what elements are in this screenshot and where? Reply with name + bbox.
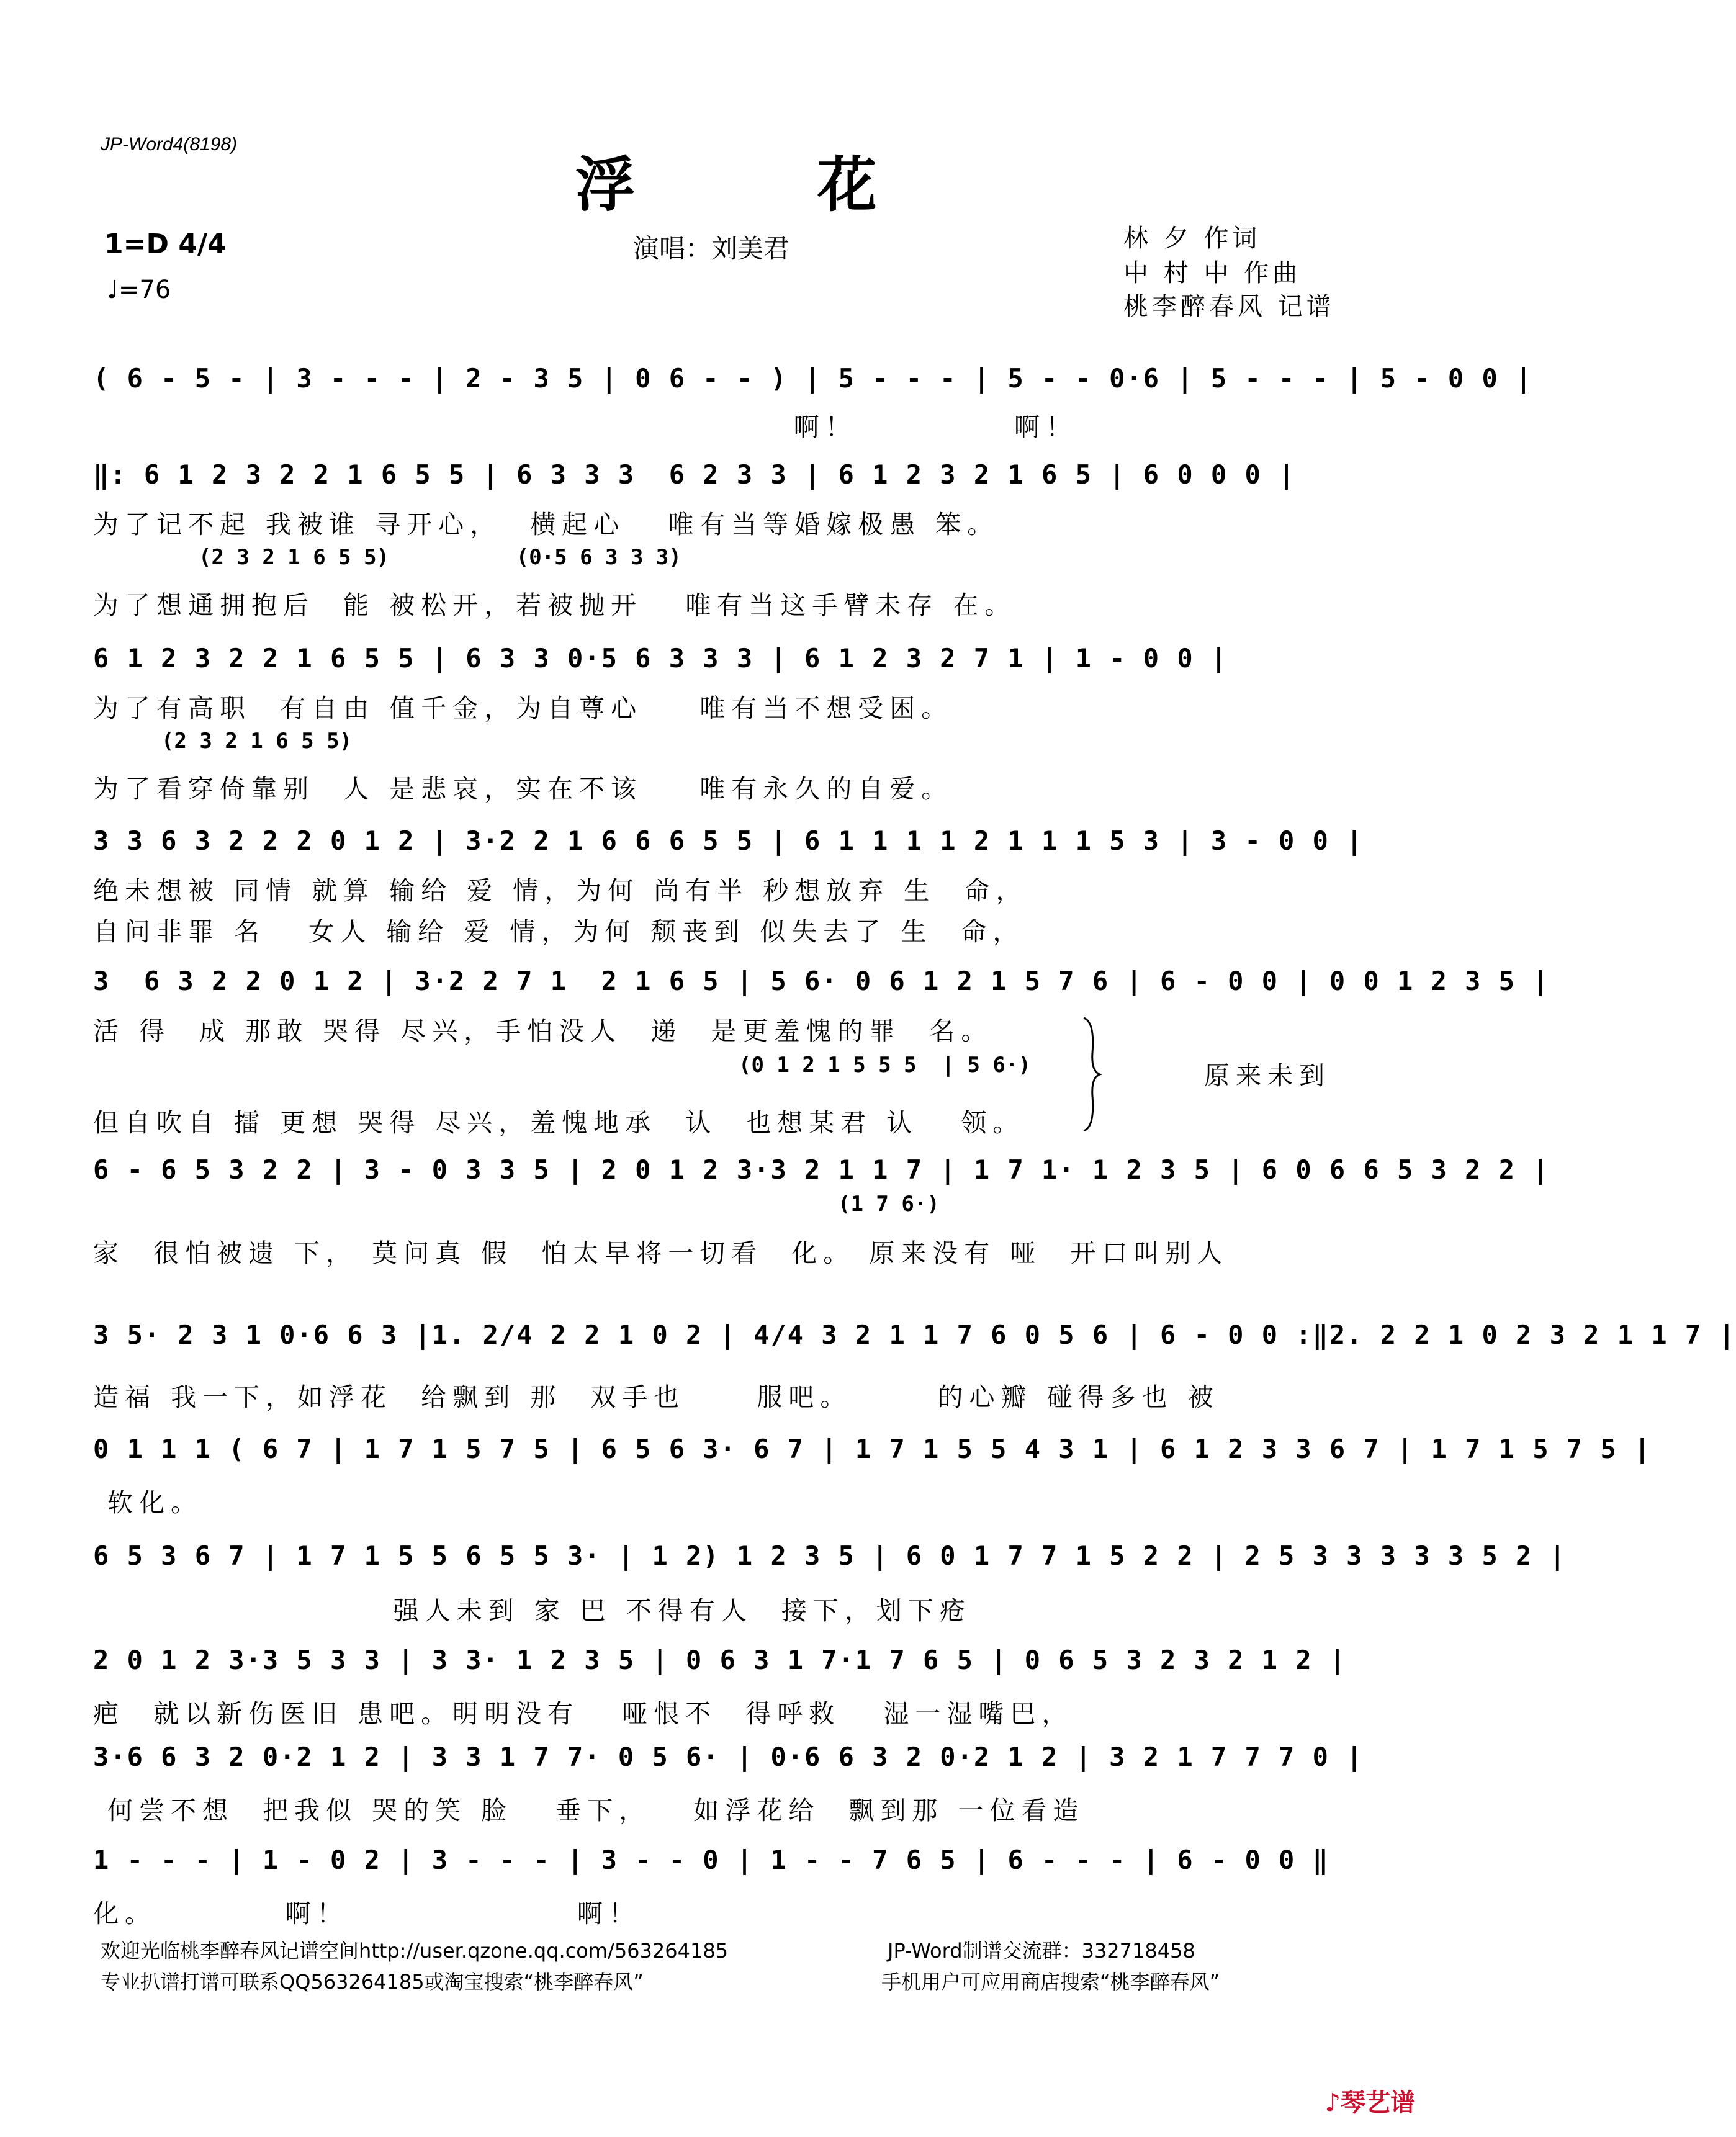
lyric-line: 造福 我一下，如浮花 给飘到 那 双手也 服吧。 的心瓣 碰得多也 被 xyxy=(93,1382,1220,1412)
side-lyric: 原来未到 xyxy=(1204,1061,1331,1091)
notation-line: 2 0 1 2 3·3 5 3 3 | 3 3· 1 2 3 5 | 0 6 3 1 7·1 7 6 5 | 0 6 5 3 2 3 2 1 2 | xyxy=(93,1645,1347,1675)
software-label: JP-Word4(8198) xyxy=(101,134,238,155)
harmony-notes: (2 3 2 1 6 5 5) xyxy=(161,729,353,754)
notation-line: 6 - 6 5 3 2 2 | 3 - 0 3 3 5 | 2 0 1 2 3·3 2 1 1 7 | 1 7 1· 1 2 3 5 | 6 0 6 6 5 3 2 2 | xyxy=(93,1154,1550,1185)
notation-line: 3·6 6 3 2 0·2 1 2 | 3 3 1 7 7· 0 5 6· | 0·6 6 3 2 0·2 1 2 | 3 2 1 7 7 7 0 | xyxy=(93,1742,1364,1772)
notation-line: 3 5· 2 3 1 0·6 6 3 |1. 2/4 2 2 1 0 2 | 4/4 3 2 1 1 7 6 0 5 6 | 6 - 0 0 :‖2. 2 2 1 0 2 3 2 1 1 7 | xyxy=(93,1320,1736,1350)
lyric-line: 何尝不想 把我似 哭的笑 脸 垂下， 如浮花给 飘到那 一位看造 xyxy=(93,1796,1085,1825)
notation-line: 1 - - - | 1 - 0 2 | 3 - - - | 3 - - 0 | 1 - - 7 6 5 | 6 - - - | 6 - 0 0 ‖ xyxy=(93,1845,1329,1875)
lyric-line: 家 很怕被遗 下， 莫问真 假 怕太早将一切看 化。 原来没有 哑 开口叫别人 xyxy=(93,1238,1229,1268)
footer-line-2-left: 专业扒谱打谱可联系QQ563264185或淘宝搜索“桃李醉春风” xyxy=(101,1970,644,1994)
footer-line-1-right: JP-Word制谱交流群：332718458 xyxy=(888,1939,1195,1963)
footer-line-2-right: 手机用户可应用商店搜索“桃李醉春风” xyxy=(881,1970,1220,1994)
lyric-line: 强人未到 家 巴 不得有人 接下，划下疮 xyxy=(93,1596,971,1626)
notation-line: 3 3 6 3 2 2 2 0 1 2 | 3·2 2 1 6 6 6 5 5 | 6 1 1 1 1 2 1 1 1 5 3 | 3 - 0 0 | xyxy=(93,826,1364,856)
harmony-notes: (1 7 6·) xyxy=(838,1192,940,1217)
watermark-logo: ♪琴艺谱 xyxy=(1324,2089,1415,2117)
lyric-line: 为了有高职 有自由 值千金，为自尊心 唯有当不想受困。 xyxy=(93,693,953,723)
lyricist-credit: 林 夕 作词 xyxy=(1123,224,1261,253)
notation-line: ( 6 - 5 - | 3 - - - | 2 - 3 5 | 0 6 - - ) | 5 - - - | 5 - - 0·6 | 5 - - - | 5 - 0 0 | xyxy=(93,363,1533,394)
tempo-marking: ♩=76 xyxy=(107,276,171,304)
brace-icon xyxy=(1079,1015,1104,1133)
transcriber-credit: 桃李醉春风 记谱 xyxy=(1123,292,1335,321)
lyric-line: 绝未想被 同情 就算 输给 爱 情，为何 尚有半 秒想放弃 生 命， xyxy=(93,876,1028,906)
lyric-line: 为了看穿倚靠别 人 是悲哀，实在不该 唯有永久的自爱。 xyxy=(93,774,953,804)
composer-credit: 中 村 中 作曲 xyxy=(1123,259,1302,287)
lyric-line: 啊！ 啊！ xyxy=(93,412,1077,442)
lyric-line: 但自吹自 擂 更想 哭得 尽兴，羞愧地承 认 也想某君 认 领。 xyxy=(93,1108,1025,1138)
lyric-line: 为了记不起 我被谁 寻开心， 横起心 唯有当等婚嫁极愚 笨。 xyxy=(93,510,999,539)
lyric-line: 化。 啊！ 啊！ xyxy=(93,1899,641,1928)
notation-line: 6 5 3 6 7 | 1 7 1 5 5 6 5 5 3· | 1 2) 1 2 3 5 | 6 0 1 7 7 1 5 2 2 | 2 5 3 3 3 3 3 5 2 | xyxy=(93,1541,1567,1571)
key-signature: 1=D 4/4 xyxy=(104,228,227,260)
song-title: 浮 花 xyxy=(575,150,958,220)
footer-line-1-left: 欢迎光临桃李醉春风记谱空间http://user.qzone.qq.com/563264185 xyxy=(101,1939,729,1963)
lyric-line: 为了想通拥抱后 能 被松开，若被抛开 唯有当这手臂未存 在。 xyxy=(93,590,1017,620)
lyric-line: 软化。 xyxy=(93,1488,203,1518)
notation-line: 3 6 3 2 2 0 1 2 | 3·2 2 7 1 2 1 6 5 | 5 6· 0 6 1 2 1 5 7 6 | 6 - 0 0 | 0 0 1 2 3 5 | xyxy=(93,966,1550,996)
harmony-notes: (0 1 2 1 5 5 5 | 5 6·) xyxy=(739,1053,1031,1077)
singer-credit: 演唱：刘美君 xyxy=(633,233,790,264)
lyric-line: 自问非罪 名 女人 输给 爱 情，为何 颓丧到 似失去了 生 命， xyxy=(93,917,1025,947)
notation-line: 6 1 2 3 2 2 1 6 5 5 | 6 3 3 0·5 6 3 3 3 | 6 1 2 3 2 7 1 | 1 - 0 0 | xyxy=(93,643,1228,673)
lyric-line: 疤 就以新伤医旧 患吧。明明没有 哑恨不 得呼救 湿一湿嘴巴， xyxy=(93,1699,1074,1729)
notation-line: ‖: 6 1 2 3 2 2 1 6 5 5 | 6 3 3 3 6 2 3 3 | 6 1 2 3 2 1 6 5 | 6 0 0 0 | xyxy=(93,459,1296,490)
logo-icon: ♪ xyxy=(1324,2089,1341,2117)
harmony-notes: (2 3 2 1 6 5 5) (0·5 6 3 3 3) xyxy=(199,545,681,570)
notation-line: 0 1 1 1 ( 6 7 | 1 7 1 5 7 5 | 6 5 6 3· 6 7 | 1 7 1 5 5 4 3 1 | 6 1 2 3 3 6 7 | 1 7 1 5 7 5 | xyxy=(93,1434,1652,1464)
lyric-line: 活 得 成 那敢 哭得 尽兴，手怕没人 递 是更羞愧的罪 名。 xyxy=(93,1016,993,1046)
